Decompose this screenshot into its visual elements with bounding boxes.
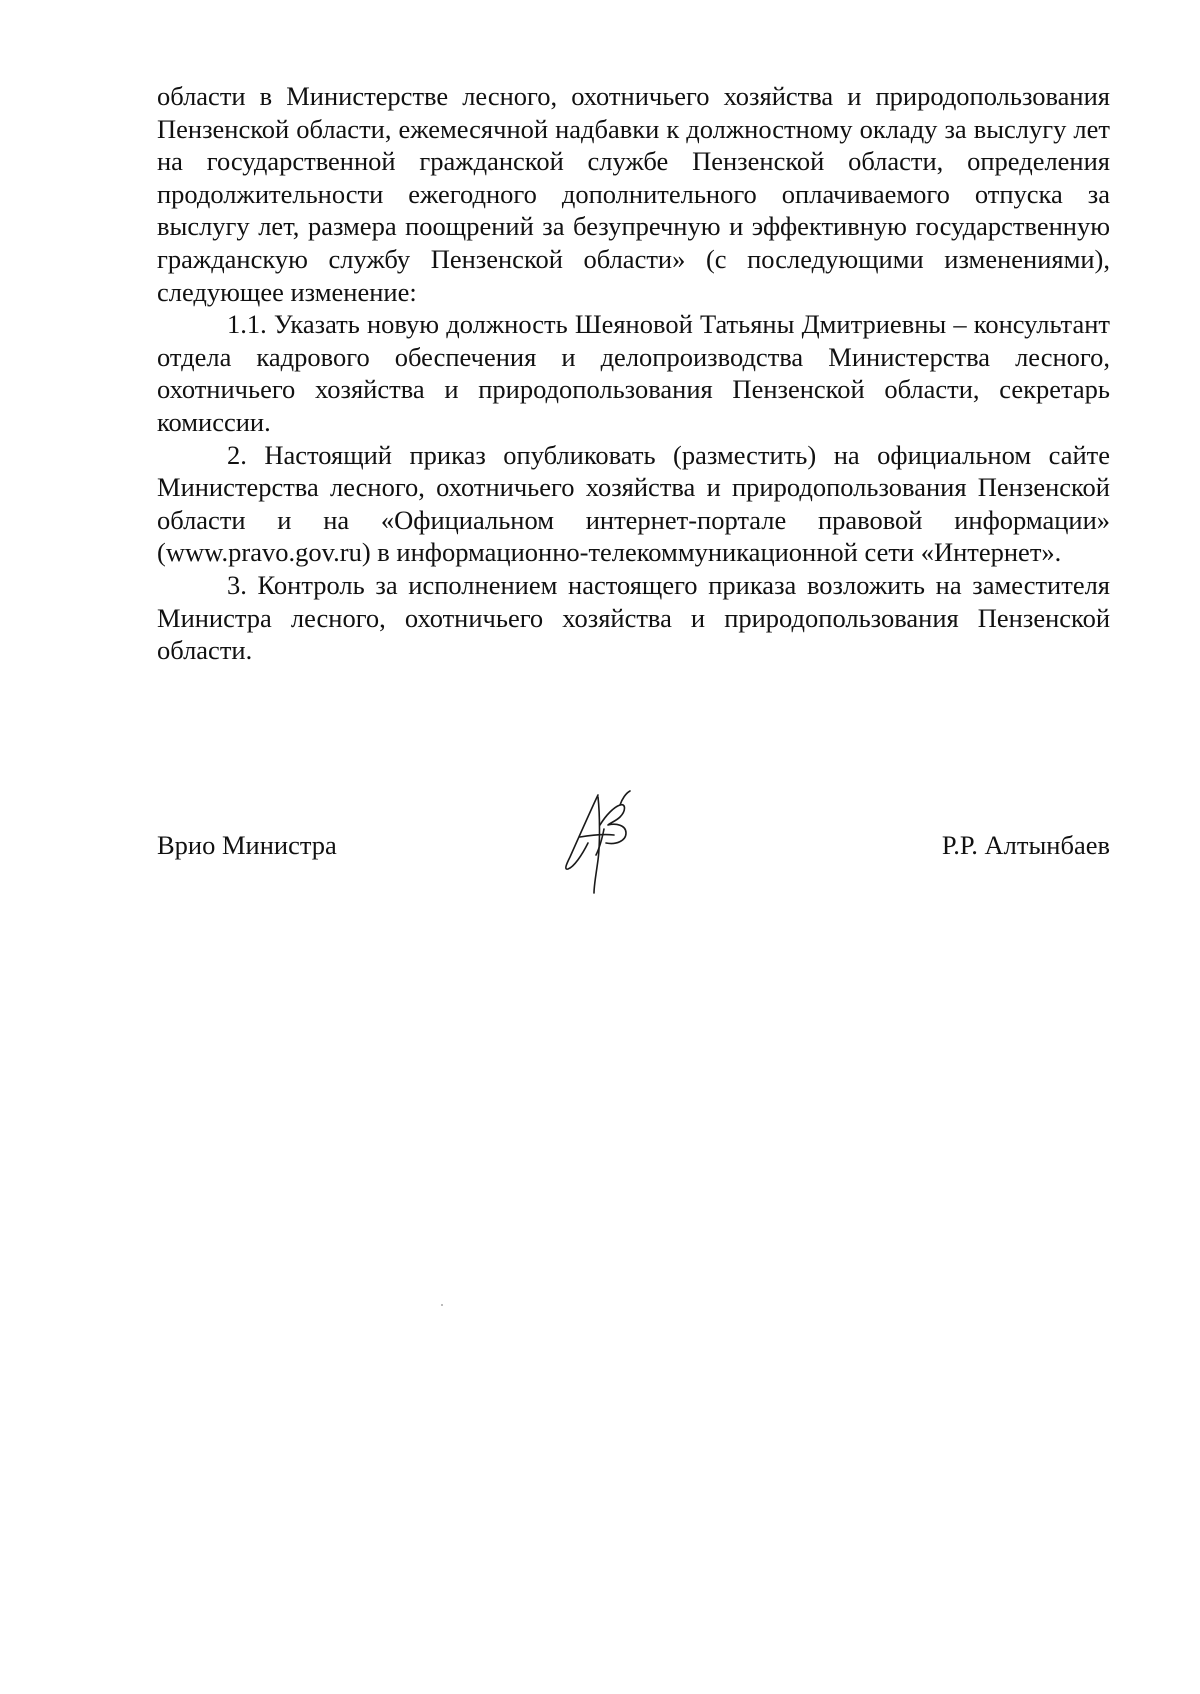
paragraph-continuation: области в Министерстве лесного, охотничьего хозяйства и природопользования Пензенской области, ежемесячной надбавки к должностному окладу за выслугу лет на государственной гражданской службе Пензенской области, определения продолжительности ежегодного дополнительного оплачиваемого отпуска за выслугу лет, размера поощрений за безупречную и эффективную государственную гражданскую службу Пензенской области» (с последующими изменениями), следующее изменение: xyxy=(157,81,1110,307)
handwritten-signature-icon xyxy=(560,785,650,895)
signatory-title: Врио Министра xyxy=(157,830,337,860)
signatory-name: Р.Р. Алтынбаев xyxy=(941,830,1110,860)
document-body xyxy=(157,80,1110,667)
paragraph-2: 2. Настоящий приказ опубликовать (разместить) на официальном сайте Министерства лесного, охотничьего хозяйства и природопользования Пензенской области и на «Официальном интернет-портале правовой информации» (www.pravo.gov.ru) в информационно-телекоммуникационной сети «Интернет». xyxy=(157,439,1110,568)
paragraph-3: 3. Контроль за исполнением настоящего приказа возложить на заместителя Министра лесного, охотничьего хозяйства и природопользования Пензенской области. xyxy=(157,569,1110,666)
paragraph-1-1: 1.1. Указать новую должность Шеяновой Татьяны Дмитриевны – консультант отдела кадрового обеспечения и делопроизводства Министерства лесного, охотничьего хозяйства и природопользования Пензенской области, секретарь комиссии. xyxy=(157,309,1110,437)
scan-speck xyxy=(441,1304,443,1306)
